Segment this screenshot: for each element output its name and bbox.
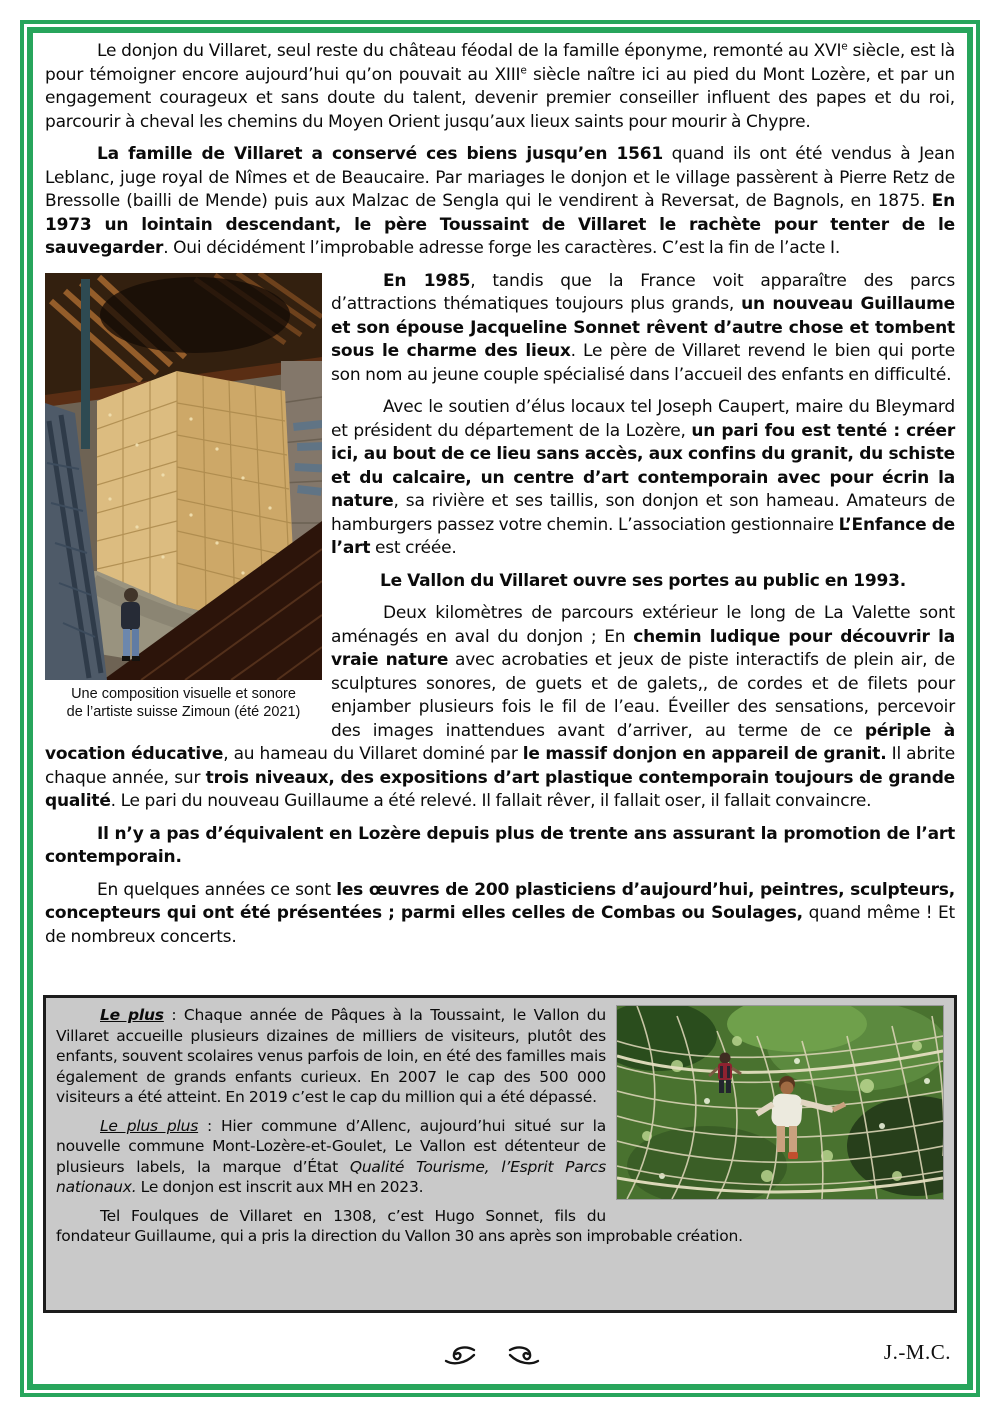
highlight-box xyxy=(43,995,957,1313)
green-outer-frame xyxy=(20,20,980,1397)
paragraph: La famille de Villaret a conservé ces biens jusqu’en 1561 quand ils ont été vendus à Jean Leblanc, juge royal de Nîmes et de Beaucaire. Par mariages le donjon et le village passèrent à Pierre Retz de Bressolle (bailli de Mende) puis aux Malzac de Sengla qui le vendirent à Reversat, de Bagnols, en 1875. En 1973 un lointain descendant, le père Toussaint de Villaret le rachète pour tenter de le sauvegarder. Oui décidément l’improbable adresse forge les caractères. C’est la fin de l’acte I. xyxy=(45,144,955,258)
paragraph: Tel Foulques de Villaret en 1308, c’est Hugo Sonnet, fils du fondateur Guillaume, qui a pris la direction du Vallon 30 ans après son improbable création. xyxy=(56,1206,743,1245)
paragraph: En 1985, tandis que la France voit apparaître des parcs d’attractions thématiques toujours plus grands, un nouveau Guillaume et son épouse Jacqueline Sonnet rêvent d’autre chose et tombent sous le charme des lieux. Le père de Villaret revend le bien qui porte son nom au jeune couple spécialisé dans l’accueil des enfants en difficulté. xyxy=(331,270,955,385)
paragraph: Le plus : Chaque année de Pâques à la Toussaint, le Vallon du Villaret accueille plusieurs dizaines de milliers de visiteurs, plutôt des enfants, souvent scolaires venus parfois de loin, en été des familles mais également de grands enfants curieux. En 2007 le cap des 500 000 visiteurs a été atteint. En 2019 c’est le cap du million qui a été dépassé. xyxy=(56,1006,606,1106)
installation-photo-figure xyxy=(45,273,322,721)
paragraph: Il n’y a pas d’équivalent en Lozère depuis plus de trente ans assurant la promotion de l’art contemporain. xyxy=(45,823,955,867)
paragraph: En quelques années ce sont les œuvres de 200 plasticiens d’aujourd’hui, peintres, sculpteurs, concepteurs qui ont été présentées ; parmi elles celles de Combas ou Soulages, quand même ! Et de nombreux concerts. xyxy=(45,879,955,947)
paragraph: Le plus plus : Hier commune d’Allenc, aujourd’hui situé sur la nouvelle commune Mont-Lozère-et-Goulet, Le Vallon est détenteur de plusieurs labels, la marque d’État Qualité Tourisme, l’Esprit Parcs nationaux. Le donjon est inscrit aux MH en 2023. xyxy=(56,1116,606,1196)
installation-photo-image xyxy=(45,273,322,680)
author-initials: J.-M.C. xyxy=(883,1340,951,1364)
after-paragraphs xyxy=(45,823,955,950)
net-photo-image xyxy=(617,1006,943,1199)
paragraph: Le donjon du Villaret, seul reste du château féodal de la famille éponyme, remonté au XVIe siècle, est là pour témoigner encore aujourd’hui qu’on pouvait au XIIIe siècle naître ici au pied du Mont Lozère, et par un engagement courageux et sans doute du talent, devenir premier conseiller influent des papes et du roi, parcourir à cheval les chemins du Moyen Orient jusqu’aux lieux saints pour mourir à Chypre. xyxy=(45,40,955,132)
photo-caption-line2: de l’artiste suisse Zimoun (été 2021) xyxy=(66,703,301,720)
flourish-right-icon xyxy=(507,1344,541,1368)
paragraph: Avec le soutien d’élus locaux tel Joseph Caupert, maire du Bleymard et président du département de la Lozère, un pari fou est tenté : créer ici, au bout de ce lieu sans accès, aux confins du granit, du schiste et du calcaire, un centre d’art contemporain avec pour écrin la nature, sa rivière et ses taillis, son donjon et son hameau. Amateurs de hamburgers passez votre chemin. L’association gestionnaire L’Enfance de l’art est créée. xyxy=(331,397,956,558)
green-inner-frame xyxy=(27,27,973,1390)
page-content xyxy=(33,33,967,1384)
paragraph: Deux kilomètres de parcours extérieur le long de La Valette sont aménagés en aval du donjon ; En chemin ludique pour découvrir la vraie nature avec acrobaties et jeux de piste interactifs de plein air, de sculptures sonores, de guets et de galets,, de cordes et de filets pour enjamber plusieurs fois le fil de l’eau. Éveiller des sensations, percevoir des images inattendues avant d’arriver, au terme de ce périple à vocation éducative, au hameau du Villaret dominé par le massif donjon en appareil de granit. Il abrite chaque année, sur trois niveaux, des expositions d’art plastique contemporain toujours de grande qualité. Le pari du nouveau Guillaume a été relevé. Il fallait rêver, il fallait oser, il fallait convaincre. xyxy=(45,603,955,811)
intro-paragraphs xyxy=(45,40,955,261)
flourish-left-icon xyxy=(443,1344,477,1368)
photo-caption xyxy=(45,685,322,721)
net-photo-figure xyxy=(616,1005,944,1200)
page-footer xyxy=(33,1336,951,1376)
paragraph: Le Vallon du Villaret ouvre ses portes au public en 1993. xyxy=(379,570,907,591)
photo-caption-line1: Une composition visuelle et sonore xyxy=(71,685,296,702)
